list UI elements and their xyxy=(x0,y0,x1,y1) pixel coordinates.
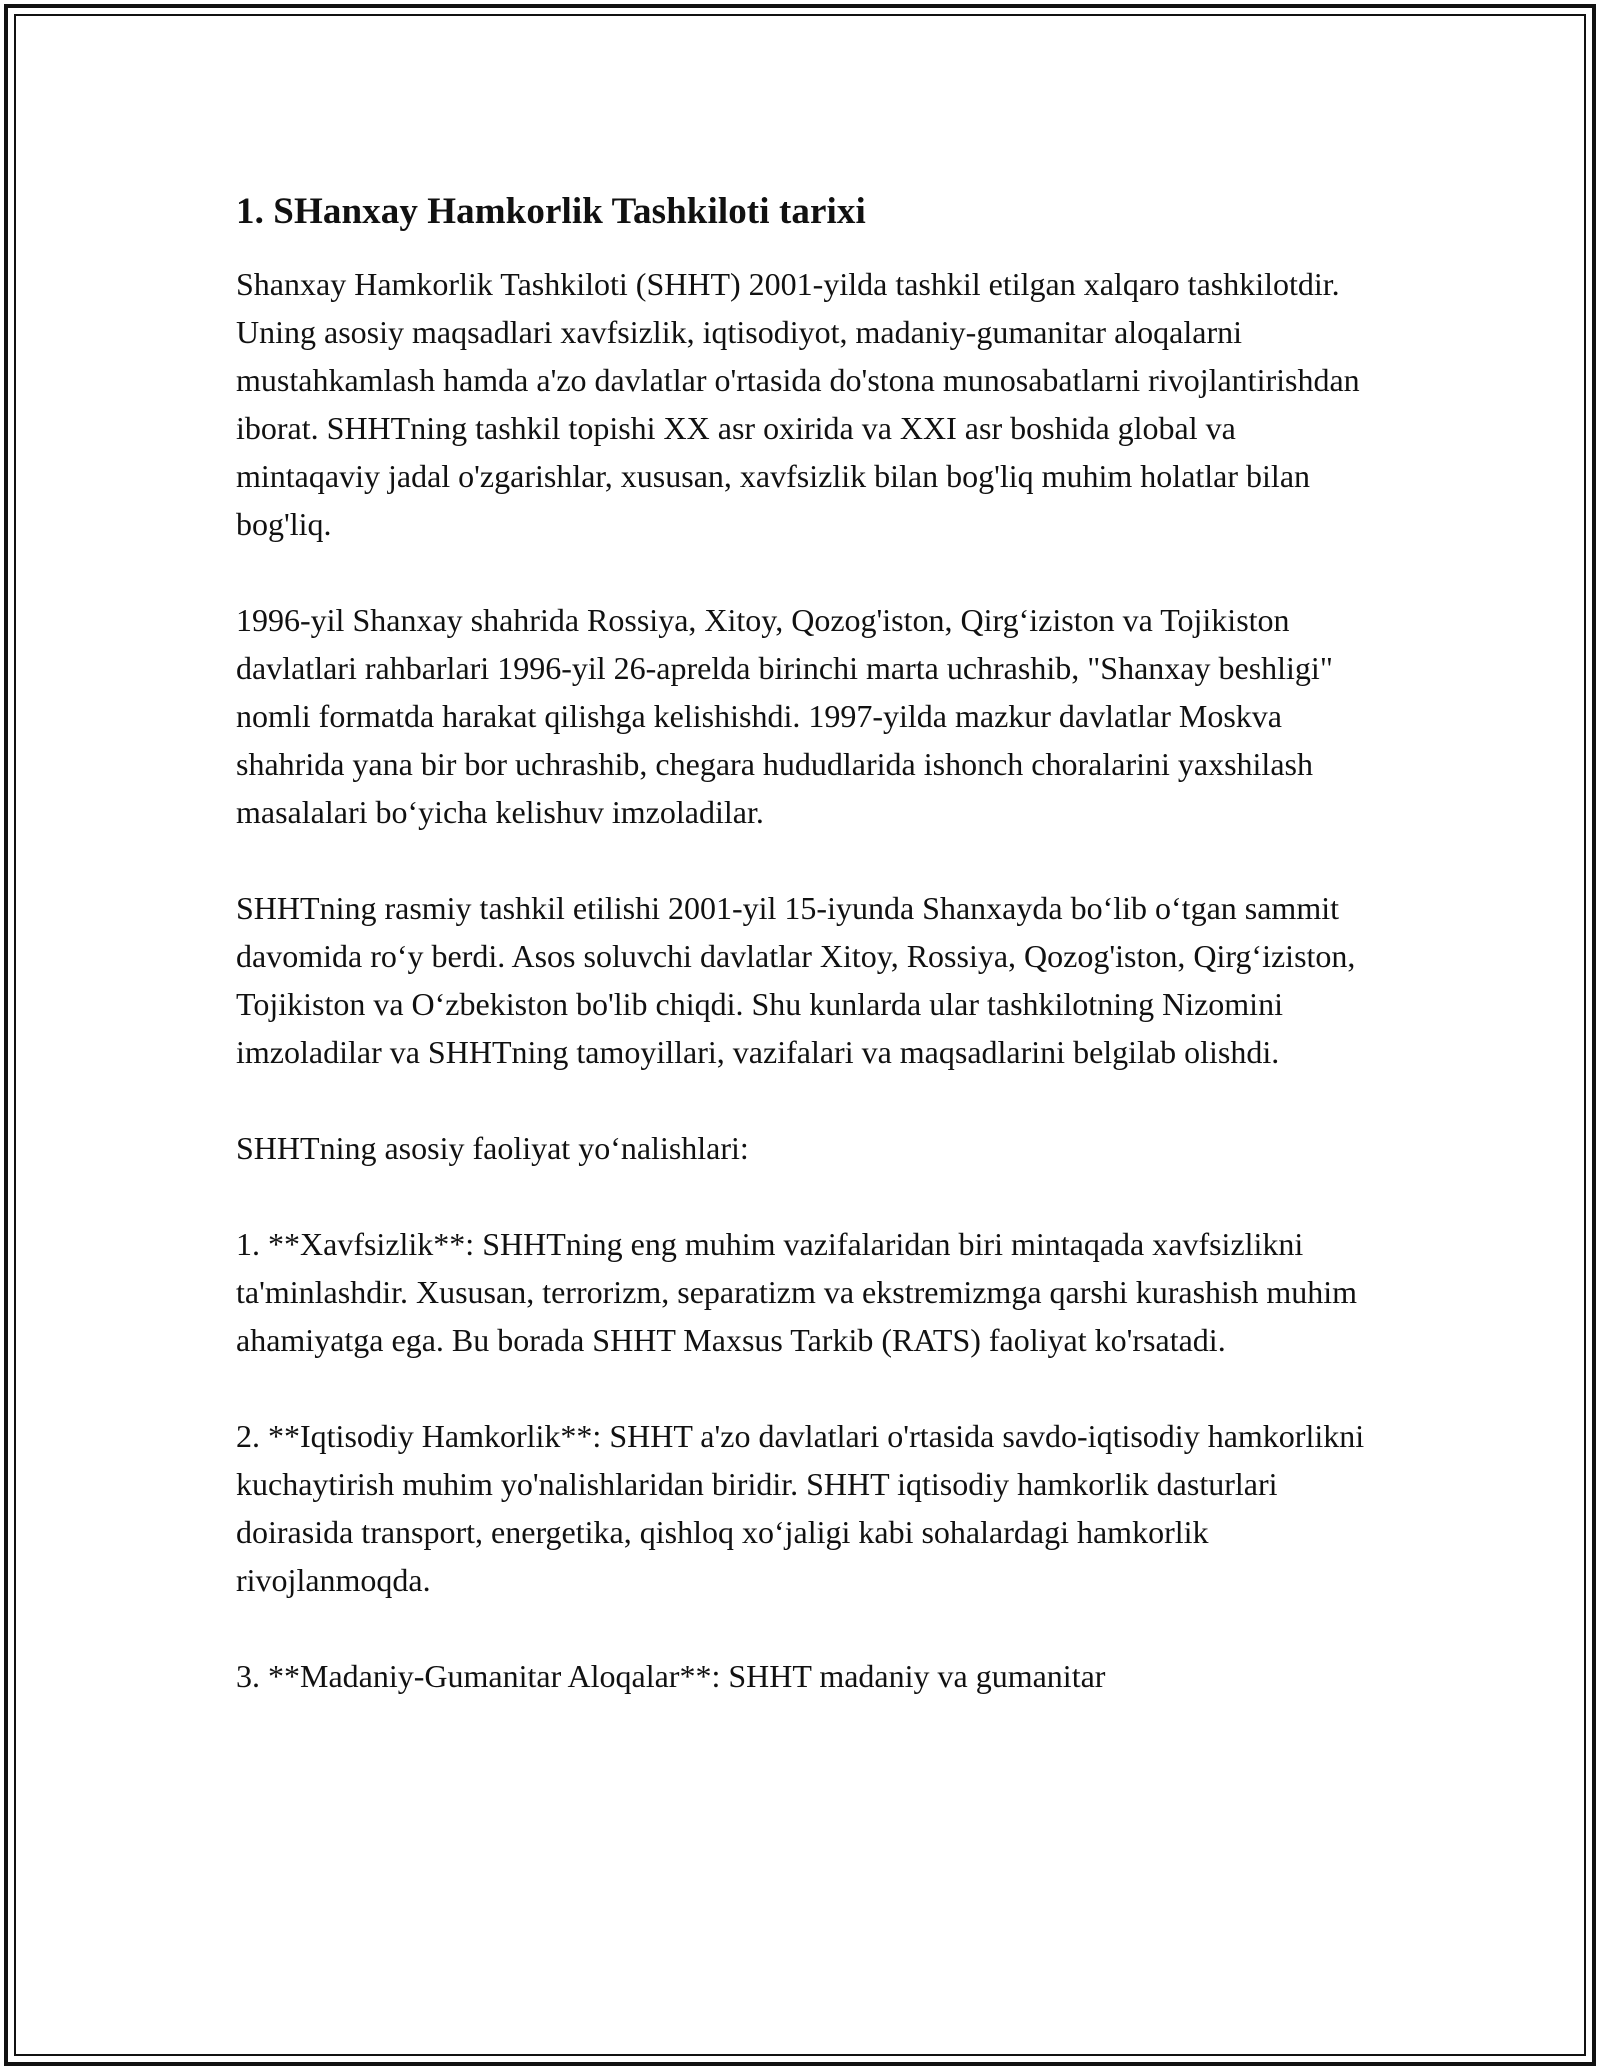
paragraph-2001-founding: SHHTning rasmiy tashkil etilishi 2001-yil 15-iyunda Shanxayda bo‘lib o‘tgan sammit davomida ro‘y berdi. Asos soluvchi davlatlar Xitoy, Rossiya, Qozog'iston, Qirg‘iziston, Tojikiston va O‘zbekiston bo'lib chiqdi. Shu kunlarda ular tashkilotning Nizomini imzoladilar va SHHTning tamoyillari, vazifalari va maqsadlarini belgilab olishdi. xyxy=(236,890,1356,1070)
paragraph-activity-heading: SHHTning asosiy faoliyat yo‘nalishlari: xyxy=(236,1130,749,1166)
list-item-economic: 2. **Iqtisodiy Hamkorlik**: SHHT a'zo davlatlari o'rtasida savdo-iqtisodiy hamkorlikni kuchaytirish muhim yo'nalishlaridan biridir. SHHT iqtisodiy hamkorlik dasturlari doirasida transport, energetika, qishloq xo‘jaligi kabi sohalardagi hamkorlik rivojlanmoqda. xyxy=(236,1418,1365,1598)
document-heading: 1. SHanxay Hamkorlik Tashkiloti tarixi xyxy=(236,191,866,232)
paragraph-intro: Shanxay Hamkorlik Tashkiloti (SHHT) 2001-yilda tashkil etilgan xalqaro tashkilotdir. Uning asosiy maqsadlari xavfsizlik, iqtisodiyot, madaniy-gumanitar aloqalarni mustahkamlash hamda a'zo davlatlar o'rtasida do'stona munosabatlarni rivojlantirishdan iborat. SHHTning tashkil topishi XX asr oxirida va XXI asr boshida global va mintaqaviy jadal o'zgarishlar, xususan, xavfsizlik bilan bog'liq muhim holatlar bilan bog'liq. xyxy=(236,266,1360,542)
list-item-cultural: 3. **Madaniy-Gumanitar Aloqalar**: SHHT madaniy va gumanitar xyxy=(236,1658,1106,1694)
document-body xyxy=(236,188,1366,1748)
list-item-security: 1. **Xavfsizlik**: SHHTning eng muhim vazifalaridan biri mintaqada xavfsizlikni ta'minlashdir. Xususan, terrorizm, separatizm va ekstremizmga qarshi kurashish muhim ahamiyatga ega. Bu borada SHHT Maxsus Tarkib (RATS) faoliyat ko'rsatadi. xyxy=(236,1226,1358,1358)
paragraph-1996-meeting: 1996-yil Shanxay shahrida Rossiya, Xitoy, Qozog'iston, Qirg‘iziston va Tojikiston davlatlari rahbarlari 1996-yil 26-aprelda birinchi marta uchrashib, "Shanxay beshligi" nomli formatda harakat qilishga kelishishdi. 1997-yilda mazkur davlatlar Moskva shahrida yana bir bor uchrashib, chegara hududlarida ishonch choralarini yaxshilash masalalari bo‘yicha kelishuv imzoladilar. xyxy=(236,602,1333,830)
